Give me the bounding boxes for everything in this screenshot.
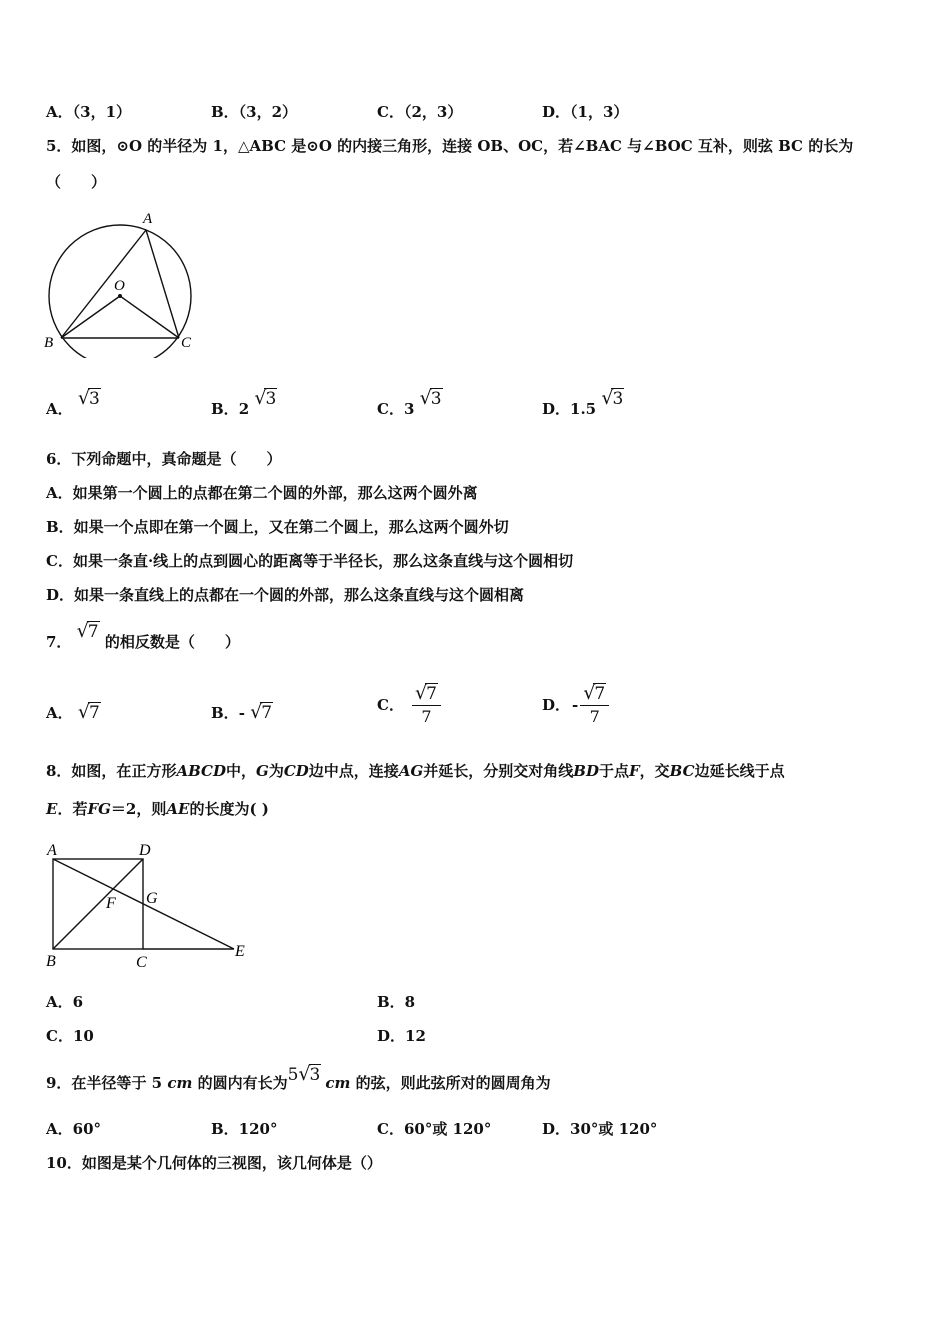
q7-stem: 7． √7 的相反数是（ ） <box>46 620 240 651</box>
q6-option-b: B．如果一个点即在第一个圆上，又在第二个圆上，那么这两个圆外切 <box>46 518 509 536</box>
q4-option-b: B．（3，2） <box>211 103 298 121</box>
q9-option-c: C．60°或 120° <box>377 1120 492 1138</box>
segment-oc <box>120 296 179 338</box>
q5-circle-figure <box>40 208 210 358</box>
q8-option-a: A．6 <box>46 993 84 1011</box>
label-a: A <box>47 842 57 859</box>
q8-option-b: B．8 <box>377 993 416 1011</box>
q9-stem: 9．在半径等于 5 cm 的圆内有长为5√3 cm 的弦，则此弦所对的圆周角为 <box>46 1063 551 1092</box>
q9-option-b: B．120° <box>211 1120 278 1138</box>
q6-stem: 6．下列命题中，真命题是（ ） <box>46 450 282 468</box>
q10-stem: 10．如图是某个几何体的三视图，该几何体是（） <box>46 1154 382 1172</box>
q5-paren: （ ） <box>46 173 107 191</box>
q5-option-b: B．2 √3 <box>211 387 277 418</box>
label-c: C <box>181 335 192 351</box>
label-e: E <box>235 943 245 960</box>
q8-option-d: D．12 <box>377 1027 426 1045</box>
q6-option-a: A．如果第一个圆上的点都在第二个圆的外部，那么这两个圆外离 <box>46 484 478 502</box>
q7-option-c: C． $\frac{√7}{7}$ <box>377 680 441 730</box>
q5-option-c: C．3 √3 <box>377 387 442 418</box>
q5-option-a: A． √3 <box>46 387 100 418</box>
q8-stem-line2: E．若FG＝2，则AE的长度为( ) <box>46 800 269 818</box>
q7-option-b: B．- √7 <box>211 701 273 723</box>
label-b: B <box>44 335 54 351</box>
q7-option-d: D． - $\frac{√7}{7}$ <box>542 680 609 730</box>
label-o: O <box>114 278 125 294</box>
q4-option-c: C．（2，3） <box>377 103 463 121</box>
q8-option-c: C．10 <box>46 1027 94 1045</box>
q9-option-a: A．60° <box>46 1120 102 1138</box>
center-point <box>118 294 122 298</box>
q9-option-d: D．30°或 120° <box>542 1120 658 1138</box>
label-d: D <box>139 842 151 859</box>
q4-option-d: D．（1，3） <box>542 103 629 121</box>
segment-ob <box>61 296 120 338</box>
q6-option-c: C．如果一条直·线上的点到圆心的距离等于半径长，那么这条直线与这个圆相切 <box>46 552 574 570</box>
q5-stem: 5．如图，⊙O 的半径为 1，△ABC 是⊙O 的内接三角形，连接 OB、OC，若∠BAC 与∠BOC 互补，则弦 BC 的长为 <box>46 137 854 155</box>
label-b: B <box>46 953 56 970</box>
q5-option-d: D．1.5 √3 <box>542 387 624 418</box>
q8-stem-line1: 8．如图，在正方形ABCD中，G为CD边中点，连接AG并延长，分别交对角线BD于点F，交BC边延长线于点 <box>46 762 785 780</box>
segment-ac <box>146 230 179 338</box>
q6-option-d: D．如果一条直线上的点都在一个圆的外部，那么这条直线与这个圆相离 <box>46 586 525 604</box>
q8-square-figure <box>40 836 260 974</box>
label-c: C <box>136 954 147 971</box>
diagonal-bd <box>53 859 143 949</box>
segment-ab <box>61 230 146 338</box>
q4-option-a: A．（3，1） <box>46 103 132 121</box>
label-g: G <box>146 890 158 907</box>
q7-option-a: A． √7 <box>46 701 100 723</box>
label-f: F <box>106 895 116 912</box>
label-a: A <box>143 211 153 227</box>
